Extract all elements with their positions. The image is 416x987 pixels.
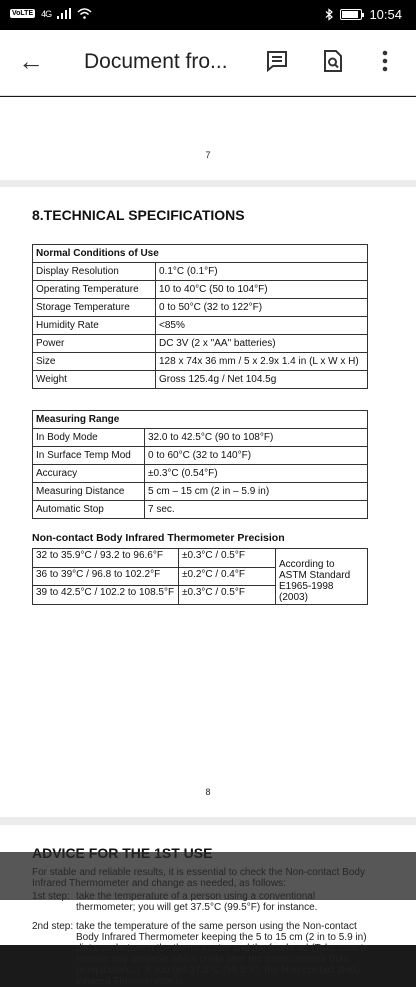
bottom-overlay	[0, 852, 416, 900]
cell-value: Gross 125.4g / Net 104.5g	[156, 371, 368, 389]
status-bar	[0, 0, 416, 30]
precision-table	[32, 548, 368, 605]
cell-value: 5 cm – 15 cm (2 in – 5.9 in)	[145, 483, 368, 501]
wifi-icon	[77, 8, 92, 19]
cell-range: 39 to 42.5°C / 102.2 to 108.5°F	[33, 586, 179, 605]
document-viewer[interactable]	[0, 97, 416, 987]
table-row	[33, 429, 368, 447]
cell-label: In Surface Temp Mod	[33, 447, 145, 465]
cell-value: 0 to 60°C (32 to 140°F)	[145, 447, 368, 465]
cell-accuracy: ±0.3°C / 0.5°F	[179, 586, 276, 605]
signal-icon	[57, 8, 71, 19]
cell-range: 36 to 39°C / 96.8 to 102.2°F	[33, 567, 179, 586]
bluetooth-icon	[325, 8, 333, 21]
find-in-page-icon[interactable]	[322, 49, 344, 73]
table-row	[33, 263, 368, 281]
app-bar	[0, 30, 416, 96]
cell-label: Accuracy	[33, 465, 145, 483]
cell-label: Display Resolution	[33, 263, 156, 281]
section-title: 8.TECHNICAL SPECIFICATIONS	[32, 207, 245, 223]
cell-value: 10 to 40°C (50 to 104°F)	[156, 281, 368, 299]
signal-label: 4G	[41, 8, 52, 19]
cell-label: Weight	[33, 371, 156, 389]
table-row	[33, 371, 368, 389]
precision-title: Non-contact Body Infrared Thermometer Precision	[32, 532, 285, 544]
table-row	[33, 501, 368, 519]
table-row	[33, 465, 368, 483]
cell-value: ±0.3°C (0.54°F)	[145, 465, 368, 483]
cell-label: Automatic Stop	[33, 501, 145, 519]
table-row	[33, 353, 368, 371]
table-row	[33, 447, 368, 465]
normal-conditions-table	[32, 244, 368, 389]
cell-value: 32.0 to 42.5°C (90 to 108°F)	[145, 429, 368, 447]
table-row	[33, 483, 368, 501]
document-title: Document fro...	[84, 50, 228, 73]
table-row	[33, 335, 368, 353]
cell-accuracy: ±0.3°C / 0.5°F	[179, 549, 276, 568]
step-text: thermometer; you will get 37.5°C (99.5°F) for instance.	[76, 902, 318, 913]
cell-value: <85%	[156, 317, 368, 335]
table-row	[33, 299, 368, 317]
page-number: 8	[205, 787, 211, 797]
step-2	[32, 921, 376, 987]
comment-icon[interactable]	[265, 49, 289, 73]
cell-value: 0 to 50°C (32 to 122°F)	[156, 299, 368, 317]
back-arrow-icon[interactable]: ←	[18, 46, 44, 76]
cell-label: Measuring Distance	[33, 483, 145, 501]
cell-label: Size	[33, 353, 156, 371]
volte-badge: VoLTE	[12, 10, 34, 17]
cell-accuracy: ±0.2°C / 0.4°F	[179, 567, 276, 586]
cell-label: Humidity Rate	[33, 317, 156, 335]
page-7	[0, 97, 416, 180]
clock: 10:54	[369, 7, 402, 22]
more-options-icon[interactable]	[382, 49, 388, 73]
cell-range: 32 to 35.9°C / 93.2 to 96.6°F	[33, 549, 179, 568]
measuring-range-table	[32, 410, 368, 519]
cell-label: Storage Temperature	[33, 299, 156, 317]
cell-label: Power	[33, 335, 156, 353]
table-row	[33, 317, 368, 335]
cell-value: 0.1°C (0.1°F)	[156, 263, 368, 281]
standard-cell: According to ASTM Standard E1965-1998 (2003)	[276, 549, 368, 605]
cell-label: Operating Temperature	[33, 281, 156, 299]
page-number: 7	[205, 150, 211, 160]
table-header: Measuring Range	[33, 411, 368, 429]
battery-icon	[340, 9, 362, 20]
cell-label: In Body Mode	[33, 429, 145, 447]
table-row	[33, 281, 368, 299]
table-header: Normal Conditions of Use	[33, 245, 368, 263]
table-row	[33, 549, 368, 568]
page-8	[0, 187, 416, 817]
step-label: 2nd step:	[32, 921, 74, 932]
step-text: take the temperature of the same person using the Non-contact Body Infrared Thermometer keeping the 5 to 15 cm (2 in to 5.9 in) distance between the thermometer and the forehead (Take care to remove any obstacle which could alter the measurement (hair, perspiration...). If you get 37.5°C (99.5°F), the Non-contact Body Infrared Thermometer is	[76, 921, 369, 987]
cell-value: DC 3V (2 x "AA" batteries)	[156, 335, 368, 353]
cell-value: 7 sec.	[145, 501, 368, 519]
cell-value: 128 x 74x 36 mm / 5 x 2.9x 1.4 in (L x W x H)	[156, 353, 368, 371]
